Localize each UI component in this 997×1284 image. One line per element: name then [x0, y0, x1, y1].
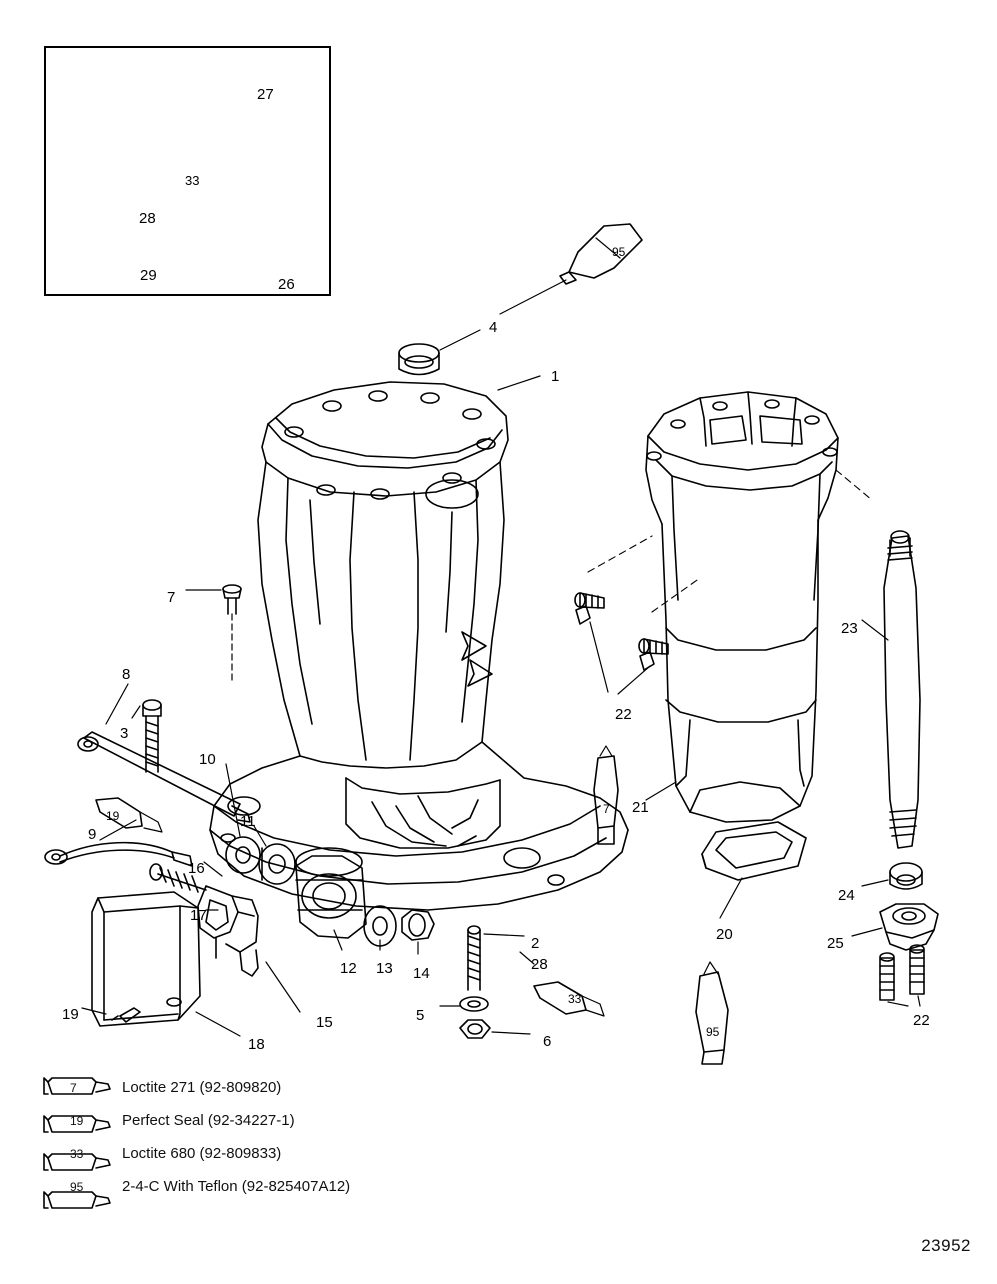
legend-tube-number-7: 7: [70, 1081, 77, 1095]
callout-22-right: 22: [913, 1012, 930, 1029]
tube-tag-95-bottom: 95: [706, 1025, 720, 1039]
tube-tag-7-mid: 7: [603, 802, 610, 816]
callout-1: 1: [551, 368, 560, 385]
legend-row-7: [44, 1073, 464, 1106]
callout-20: 20: [716, 926, 733, 943]
legend-text-19: Perfect Seal (92-34227-1): [122, 1112, 295, 1129]
callout-17: 17: [190, 907, 207, 924]
callout-28-inset: 28: [139, 210, 156, 227]
callout-16: 16: [188, 860, 205, 877]
callout-18: 18: [248, 1036, 265, 1053]
legend-text-7: Loctite 271 (92-809820): [122, 1079, 282, 1096]
inset-detail-frame: [44, 46, 331, 296]
tube-tag-33: 33: [568, 992, 582, 1006]
callout-24: 24: [838, 887, 855, 904]
legend-tube-number-95: 95: [70, 1180, 84, 1194]
tube-tag-19: 19: [106, 809, 120, 823]
tube-95-bottom: [696, 962, 728, 1064]
part-25-carrier: [880, 904, 938, 950]
callout-5: 5: [416, 1007, 425, 1024]
legend-tube-number-33: 33: [70, 1147, 84, 1161]
callout-15: 15: [316, 1014, 333, 1031]
legend-row-95: [44, 1172, 464, 1205]
part-4-seal: [399, 344, 439, 375]
callout-4: 4: [489, 319, 498, 336]
legend-tube-number-19: 19: [70, 1114, 84, 1128]
callout-14: 14: [413, 965, 430, 982]
parts-22-bolts-right: [880, 945, 924, 1000]
part-8-rod: [78, 732, 250, 822]
callout-28-main: 28: [531, 956, 548, 973]
callout-10: 10: [199, 751, 216, 768]
callout-22-left: 22: [615, 706, 632, 723]
parts-22-bolts-left: [575, 593, 668, 670]
callout-23: 23: [841, 620, 858, 637]
part-9-ground-lead: [45, 843, 192, 866]
part-23-driveshaft: [884, 531, 920, 848]
part-18-cover: [92, 892, 200, 1026]
callout-8: 8: [122, 666, 131, 683]
callout-7: 7: [167, 589, 176, 606]
callout-12: 12: [340, 960, 357, 977]
callout-19: 19: [62, 1006, 79, 1023]
legend-row-33: [44, 1139, 464, 1172]
tube-95-top: [560, 224, 642, 284]
part-7-plug: [223, 585, 241, 614]
callout-9: 9: [88, 826, 97, 843]
callout-29: 29: [140, 267, 157, 284]
diagram-part-number: 23952: [921, 1236, 971, 1255]
part-1-driveshaft-housing: [210, 382, 628, 910]
part-12-bearing: [296, 848, 366, 938]
tube-7-mid: [594, 746, 618, 844]
callout-21: 21: [632, 799, 649, 816]
callout-26: 26: [278, 276, 295, 293]
parts-2-5-6-stud: [460, 926, 490, 1038]
part-14-nut: [402, 910, 434, 940]
callout-13: 13: [376, 960, 393, 977]
legend-text-33: Loctite 680 (92-809833): [122, 1145, 282, 1162]
tube-tag-95-top: 95: [612, 245, 626, 259]
callout-25: 25: [827, 935, 844, 952]
callout-27: 27: [257, 86, 274, 103]
legend-row-19: [44, 1106, 464, 1139]
part-21-extension: [646, 392, 838, 822]
parts-10-11-washers: [226, 837, 295, 884]
callout-6: 6: [543, 1033, 552, 1050]
callout-2: 2: [531, 935, 540, 952]
callout-3: 3: [120, 725, 129, 742]
part-19-screw: [112, 1008, 140, 1022]
callout-11: 11: [240, 813, 256, 830]
part-24-bearing: [890, 863, 922, 889]
legend: [44, 1073, 464, 1205]
callout-33-inset: 33: [185, 173, 200, 188]
legend-text-95: 2-4-C With Teflon (92-825407A12): [122, 1178, 351, 1195]
part-20-gasket: [702, 822, 806, 880]
